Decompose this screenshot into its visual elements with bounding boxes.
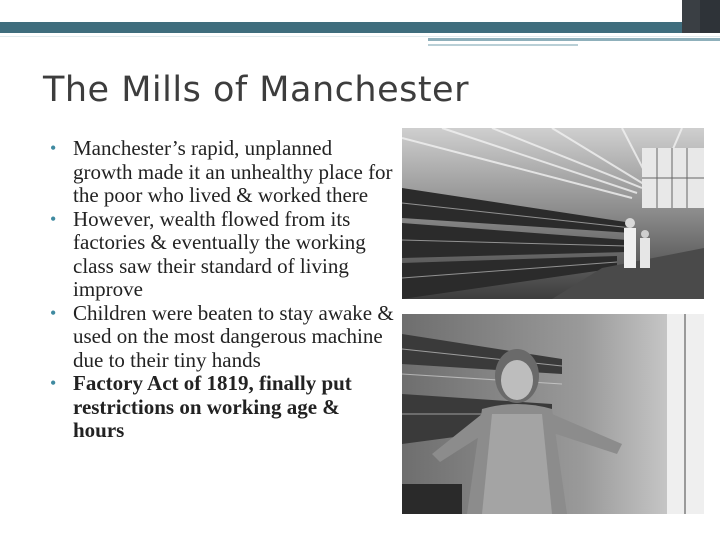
bullet-icon: • xyxy=(50,208,57,229)
accent-line xyxy=(428,38,720,41)
bullet-item xyxy=(46,137,396,208)
slide-title: The Mills of Manchester xyxy=(43,70,469,110)
bullet-text: Factory Act of 1819, finally put restrictions on working age & hours xyxy=(73,371,352,442)
top-corner-block-inner xyxy=(700,0,720,33)
bullet-list xyxy=(46,137,396,443)
bullet-item xyxy=(46,208,396,302)
bullet-item xyxy=(46,302,396,373)
mill-interior-photo xyxy=(402,128,704,299)
mill-interior-image xyxy=(402,128,704,299)
bullet-icon: • xyxy=(50,138,57,158)
bullet-icon: • xyxy=(50,302,57,323)
bullet-item xyxy=(46,372,396,443)
child-worker-image xyxy=(402,314,704,514)
bullet-text: Children were beaten to stay awake & used on the most dangerous machine due to their tiny hands xyxy=(73,300,394,372)
accent-line xyxy=(428,44,578,46)
bullet-text: However, wealth flowed from its factories & eventually the working class saw their standard of living improve xyxy=(73,206,366,301)
bullet-text: Manchester’s rapid, unplanned growth made it an unhealthy place for the poor who lived & worked there xyxy=(73,136,393,207)
top-accent-bar xyxy=(0,22,720,33)
accent-line xyxy=(0,36,720,37)
child-worker-photo xyxy=(402,314,704,514)
bullet-icon: • xyxy=(50,373,57,393)
